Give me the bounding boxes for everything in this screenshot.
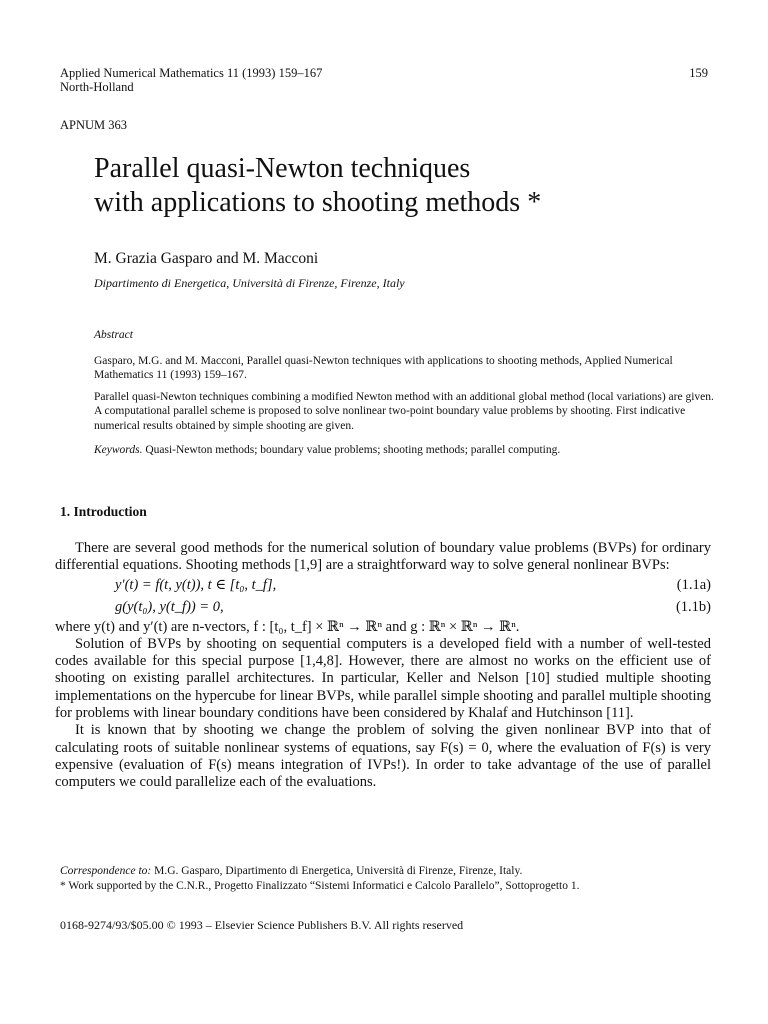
title-line-1: Parallel quasi-Newton techniques xyxy=(94,153,471,184)
equation-1-1b-number: (1.1b) xyxy=(675,598,711,615)
keywords-label: Keywords. xyxy=(94,444,143,456)
correspondence-footnote xyxy=(60,864,720,879)
journal-header xyxy=(60,66,322,94)
copyright-line: 0168-9274/93/$05.00 © 1993 – Elsevier Science Publishers B.V. All rights reserved xyxy=(60,918,464,932)
abstract-text: Parallel quasi-Newton techniques combining a modified Newton method with an additional global method (local variations) are given. A computational parallel scheme is proposed to solve nonlinear two-point boundary value problems by shooting. First indicative numerical results obtained by simple shooting are given. xyxy=(94,390,714,432)
correspondence-label: Correspondence to: xyxy=(60,865,152,877)
page-number: 159 xyxy=(689,66,708,80)
article-code: APNUM 363 xyxy=(60,118,128,132)
paragraph-4: It is known that by shooting we change the problem of solving the given nonlinear BVP into that of calculating roots of suitable nonlinear systems of equations, say F(s) = 0, where the evaluation of F(s) is very expensive (evaluation of F(s) means integration of IVPs!). In order to take advantage of the use of parallel computers we could parallelize each of the evaluations. xyxy=(55,722,711,791)
authors: M. Grazia Gasparo and M. Macconi xyxy=(94,250,319,267)
correspondence-text: M.G. Gasparo, Dipartimento di Energetica, Università di Firenze, Firenze, Italy. xyxy=(154,865,523,877)
journal-citation: Applied Numerical Mathematics 11 (1993) 159–167 xyxy=(60,66,323,80)
title-line-2: with applications to shooting methods * xyxy=(94,187,542,218)
paper-title xyxy=(94,152,541,220)
publisher: North-Holland xyxy=(60,80,134,94)
equation-1-1b xyxy=(55,597,711,619)
paragraph-3: Solution of BVPs by shooting on sequential computers is a developed field with a number of well-tested codes available for this special purpose [1,4,8]. However, there are almost no works on the efficient use of shooting on existing parallel architectures. In particular, Keller and Nelson [10] studied multiple shooting implementations on the hypercube for linear BVPs, while parallel simple shooting and parallel multiple shooting for problems with linear boundary conditions have been considered by Khalaf and Hutchinson [11]. xyxy=(55,635,711,722)
equation-1-1a-expr: y′(t) = f(t, y(t)), t ∈ [t₀, t_f], xyxy=(115,576,277,593)
affiliation: Dipartimento di Energetica, Università di Firenze, Firenze, Italy xyxy=(94,276,405,290)
section-heading: 1. Introduction xyxy=(60,504,147,519)
body-text xyxy=(55,540,711,792)
paragraph-1: There are several good methods for the numerical solution of boundary value problems (BVPs) for ordinary differential equations. Shooting methods [1,9] are a straightforward way to solve general nonlinear BVPs: xyxy=(55,540,711,574)
abstract-block xyxy=(94,328,714,465)
support-footnote: * Work supported by the C.N.R., Progetto Finalizzato “Sistemi Informatici e Calcolo Parallelo”, Sottoprogetto 1. xyxy=(60,880,580,892)
equation-1-1a xyxy=(55,575,711,597)
abstract-citation: Gasparo, M.G. and M. Macconi, Parallel quasi-Newton techniques with applications to shooting methods, Applied Numerical Mathematics 11 (1993) 159–167. xyxy=(94,354,673,381)
equation-1-1a-number: (1.1a) xyxy=(676,576,711,593)
paragraph-2: where y(t) and y′(t) are n-vectors, f : [t₀, t_f] × ℝⁿ → ℝⁿ and g : ℝⁿ × ℝⁿ → ℝⁿ. xyxy=(55,618,520,635)
keywords-text: Quasi-Newton methods; boundary value problems; shooting methods; parallel computing. xyxy=(145,444,561,456)
keywords xyxy=(94,443,714,458)
abstract-label: Abstract xyxy=(94,329,133,341)
footnotes xyxy=(60,864,720,894)
equation-1-1b-expr: g(y(t₀), y(t_f)) = 0, xyxy=(115,598,224,615)
